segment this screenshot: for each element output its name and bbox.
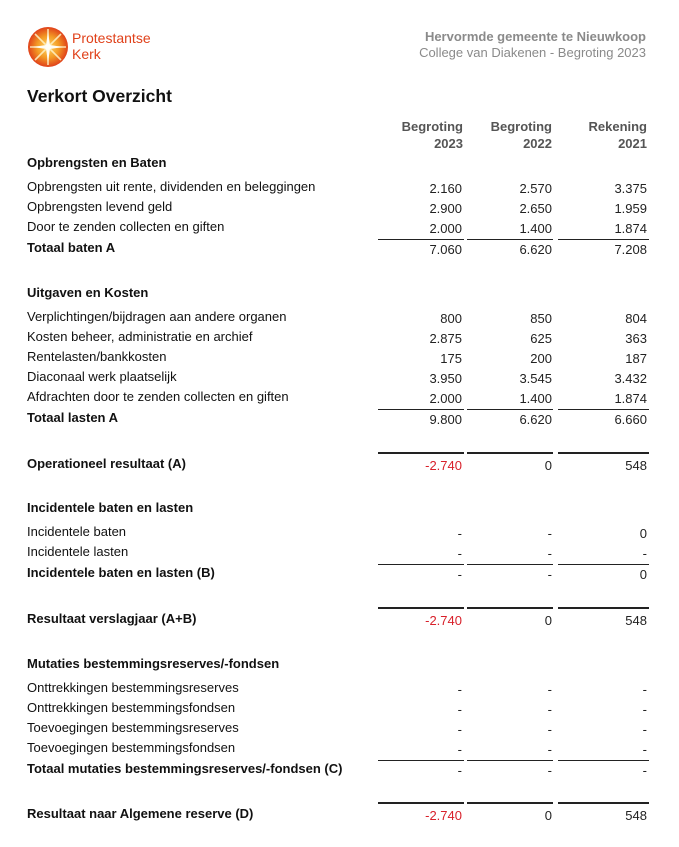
column-header-begroting-2022: Begroting 2022 xyxy=(490,119,552,151)
row-value: 800 xyxy=(440,311,462,326)
row-value: 2.875 xyxy=(429,331,462,346)
row-label: Rentelasten/bankkosten xyxy=(27,349,167,364)
row-label: Uitgaven en Kosten xyxy=(27,285,149,300)
result-rule xyxy=(467,607,553,609)
row-value: - xyxy=(547,742,552,757)
row-label: Resultaat naar Algemene reserve (D) xyxy=(27,806,254,821)
row-value: 6.620 xyxy=(519,242,552,257)
row-value: 2.570 xyxy=(519,181,552,196)
row-value: -2.740 xyxy=(425,613,462,628)
row-value: - xyxy=(547,682,552,697)
row-value: 850 xyxy=(530,311,552,326)
logo-line-1: Protestantse xyxy=(72,30,151,46)
row-label: Operationeel resultaat (A) xyxy=(27,456,186,471)
total-rule xyxy=(467,409,553,410)
row-label: Opbrengsten uit rente, dividenden en beleggingen xyxy=(27,179,316,194)
total-rule xyxy=(558,239,649,240)
row-label: Totaal mutaties bestemmingsreserves/-fondsen (C) xyxy=(27,761,343,776)
row-value: 9.800 xyxy=(429,412,462,427)
row-value: - xyxy=(642,546,647,561)
row-value: - xyxy=(642,742,647,757)
logo-wordmark xyxy=(72,30,151,62)
row-value: -2.740 xyxy=(425,458,462,473)
row-label: Totaal baten A xyxy=(27,240,116,255)
row-label: Incidentele lasten xyxy=(27,544,129,559)
row-value: -2.740 xyxy=(425,808,462,823)
result-rule xyxy=(378,802,464,804)
row-label: Mutaties bestemmingsreserves/-fondsen xyxy=(27,656,280,671)
row-value: 6.660 xyxy=(614,412,647,427)
row-value: 187 xyxy=(625,351,647,366)
row-label: Diaconaal werk plaatselijk xyxy=(27,369,177,384)
row-value: 3.545 xyxy=(519,371,552,386)
row-label: Opbrengsten levend geld xyxy=(27,199,173,214)
row-value: - xyxy=(457,546,462,561)
protestantse-kerk-logo-icon xyxy=(27,26,69,68)
row-value: - xyxy=(547,546,552,561)
result-rule xyxy=(558,607,649,609)
row-value: 2.160 xyxy=(429,181,462,196)
row-label: Incidentele baten en lasten xyxy=(27,500,194,515)
row-value: 3.432 xyxy=(614,371,647,386)
row-value: 363 xyxy=(625,331,647,346)
result-rule xyxy=(467,452,553,454)
result-rule xyxy=(378,452,464,454)
row-value: 2.650 xyxy=(519,201,552,216)
row-value: - xyxy=(547,526,552,541)
row-value: - xyxy=(642,682,647,697)
row-value: 200 xyxy=(530,351,552,366)
row-value: - xyxy=(547,567,552,582)
document-subtitle: College van Diakenen - Begroting 2023 xyxy=(419,45,646,60)
row-value: 1.400 xyxy=(519,221,552,236)
row-value: 3.950 xyxy=(429,371,462,386)
row-value: - xyxy=(547,702,552,717)
row-value: - xyxy=(457,742,462,757)
row-label: Afdrachten door te zenden collecten en giften xyxy=(27,389,289,404)
result-rule xyxy=(558,452,649,454)
congregation-name: Hervormde gemeente te Nieuwkoop xyxy=(424,29,646,44)
document-header xyxy=(419,29,646,61)
row-value: - xyxy=(642,702,647,717)
row-label: Onttrekkingen bestemmingsreserves xyxy=(27,680,239,695)
total-rule xyxy=(558,564,649,565)
row-label: Totaal lasten A xyxy=(27,410,119,425)
row-value: 625 xyxy=(530,331,552,346)
total-rule xyxy=(378,564,464,565)
result-rule xyxy=(558,802,649,804)
row-value: 7.208 xyxy=(614,242,647,257)
row-value: 0 xyxy=(639,526,647,541)
row-label: Onttrekkingen bestemmingsfondsen xyxy=(27,700,236,715)
row-label: Door te zenden collecten en giften xyxy=(27,219,225,234)
row-value: 0 xyxy=(544,808,552,823)
row-value: 0 xyxy=(639,567,647,582)
total-rule xyxy=(467,564,553,565)
row-label: Incidentele baten xyxy=(27,524,127,539)
row-value: 1.959 xyxy=(614,201,647,216)
row-value: 2.000 xyxy=(429,391,462,406)
row-value: 6.620 xyxy=(519,412,552,427)
page-title: Verkort Overzicht xyxy=(27,86,172,106)
row-value: 175 xyxy=(440,351,462,366)
result-rule xyxy=(467,802,553,804)
row-value: 0 xyxy=(544,613,552,628)
total-rule xyxy=(558,760,649,761)
row-label: Incidentele baten en lasten (B) xyxy=(27,565,215,580)
total-rule xyxy=(558,409,649,410)
result-rule xyxy=(378,607,464,609)
row-value: - xyxy=(642,763,647,778)
row-value: - xyxy=(457,722,462,737)
total-rule xyxy=(467,760,553,761)
row-value: - xyxy=(457,682,462,697)
row-value: 2.900 xyxy=(429,201,462,216)
row-label: Toevoegingen bestemmingsreserves xyxy=(27,720,239,735)
row-value: 7.060 xyxy=(429,242,462,257)
row-label: Toevoegingen bestemmingsfondsen xyxy=(27,740,236,755)
row-value: 2.000 xyxy=(429,221,462,236)
row-value: - xyxy=(457,526,462,541)
total-rule xyxy=(378,409,464,410)
row-value: 548 xyxy=(625,808,647,823)
row-value: 548 xyxy=(625,458,647,473)
row-value: 0 xyxy=(544,458,552,473)
column-header-rekening-2021: Rekening 2021 xyxy=(588,119,647,151)
row-value: - xyxy=(642,722,647,737)
row-value: - xyxy=(547,763,552,778)
row-label: Kosten beheer, administratie en archief xyxy=(27,329,253,344)
total-rule xyxy=(378,239,464,240)
row-value: - xyxy=(457,763,462,778)
row-value: 1.874 xyxy=(614,391,647,406)
row-value: 804 xyxy=(625,311,647,326)
row-label: Opbrengsten en Baten xyxy=(27,155,167,170)
row-value: - xyxy=(547,722,552,737)
row-value: - xyxy=(457,702,462,717)
total-rule xyxy=(467,239,553,240)
row-value: 3.375 xyxy=(614,181,647,196)
logo-line-2: Kerk xyxy=(72,46,101,62)
total-rule xyxy=(378,760,464,761)
row-label: Resultaat verslagjaar (A+B) xyxy=(27,611,197,626)
column-header-begroting-2023: Begroting 2023 xyxy=(401,119,463,151)
row-value: - xyxy=(457,567,462,582)
row-value: 1.874 xyxy=(614,221,647,236)
row-value: 1.400 xyxy=(519,391,552,406)
row-value: 548 xyxy=(625,613,647,628)
row-label: Verplichtingen/bijdragen aan andere organen xyxy=(27,309,287,324)
